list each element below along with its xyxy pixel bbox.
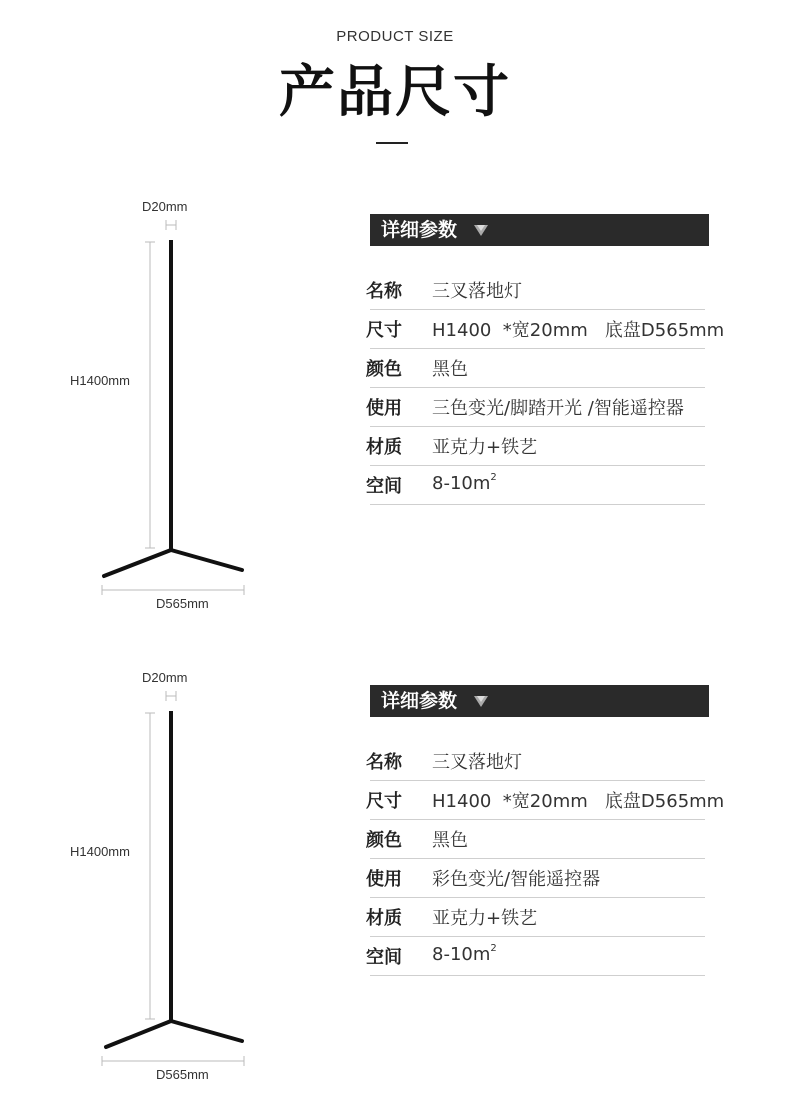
spec-row-size	[366, 780, 725, 820]
spec-value: H1400 *宽20mm 底盘D565mm	[432, 320, 725, 341]
spec-key: 尺寸	[366, 791, 402, 812]
spec-row-space	[366, 936, 705, 976]
spec-row-size	[366, 309, 725, 349]
spec-key: 空间	[366, 947, 402, 968]
spec-key: 名称	[366, 752, 402, 773]
height-label: H1400mm	[70, 373, 130, 388]
page-title: 产品尺寸	[279, 60, 511, 125]
spec-row-color	[366, 819, 705, 859]
title-underline	[376, 142, 408, 144]
lamp-dimension-diagram	[0, 661, 300, 1101]
spec-value: 三叉落地灯	[432, 281, 522, 302]
spec-row-usage	[366, 387, 705, 427]
spec-key: 材质	[366, 908, 402, 929]
spec-header	[370, 214, 709, 246]
spec-value: 黑色	[432, 830, 468, 851]
spec-value: 亚克力+铁艺	[432, 437, 538, 458]
spec-value-text: 8-10m	[432, 473, 491, 494]
spec-value: 亚克力+铁艺	[432, 908, 538, 929]
base-label: D565mm	[156, 596, 209, 611]
spec-key: 材质	[366, 437, 402, 458]
spec-key: 尺寸	[366, 320, 402, 341]
spec-row-color	[366, 348, 705, 388]
height-label: H1400mm	[70, 844, 130, 859]
spec-value	[432, 943, 497, 965]
spec-row-space	[366, 465, 705, 505]
spec-header-label: 详细参数	[381, 690, 458, 712]
base-label: D565mm	[156, 1067, 209, 1082]
diameter-label: D20mm	[142, 199, 188, 214]
spec-value: 三叉落地灯	[432, 752, 522, 773]
spec-key: 使用	[366, 398, 402, 419]
product-block-1	[0, 190, 790, 630]
spec-key: 空间	[366, 476, 402, 497]
spec-row-material	[366, 897, 705, 937]
lamp-dimension-diagram	[0, 190, 300, 630]
spec-key: 名称	[366, 281, 402, 302]
spec-key: 颜色	[366, 830, 402, 851]
spec-header	[370, 685, 709, 717]
spec-row-material	[366, 426, 705, 466]
superscript: 2	[490, 472, 497, 483]
product-block-2	[0, 661, 790, 1101]
spec-row-name	[366, 270, 705, 310]
spec-value: 三色变光/脚踏开光 /智能遥控器	[432, 398, 684, 419]
spec-value: 彩色变光/智能遥控器	[432, 869, 601, 890]
diameter-label: D20mm	[142, 670, 188, 685]
spec-row-name	[366, 741, 705, 781]
page-subtitle: PRODUCT SIZE	[336, 28, 454, 45]
spec-value	[432, 472, 497, 494]
spec-row-usage	[366, 858, 705, 898]
spec-value: 黑色	[432, 359, 468, 380]
spec-header-label: 详细参数	[381, 219, 458, 241]
spec-key: 颜色	[366, 359, 402, 380]
chevron-down-icon	[474, 694, 488, 708]
spec-value-text: 8-10m	[432, 944, 491, 965]
chevron-down-icon	[474, 223, 488, 237]
spec-key: 使用	[366, 869, 402, 890]
spec-value: H1400 *宽20mm 底盘D565mm	[432, 791, 725, 812]
superscript: 2	[490, 943, 497, 954]
